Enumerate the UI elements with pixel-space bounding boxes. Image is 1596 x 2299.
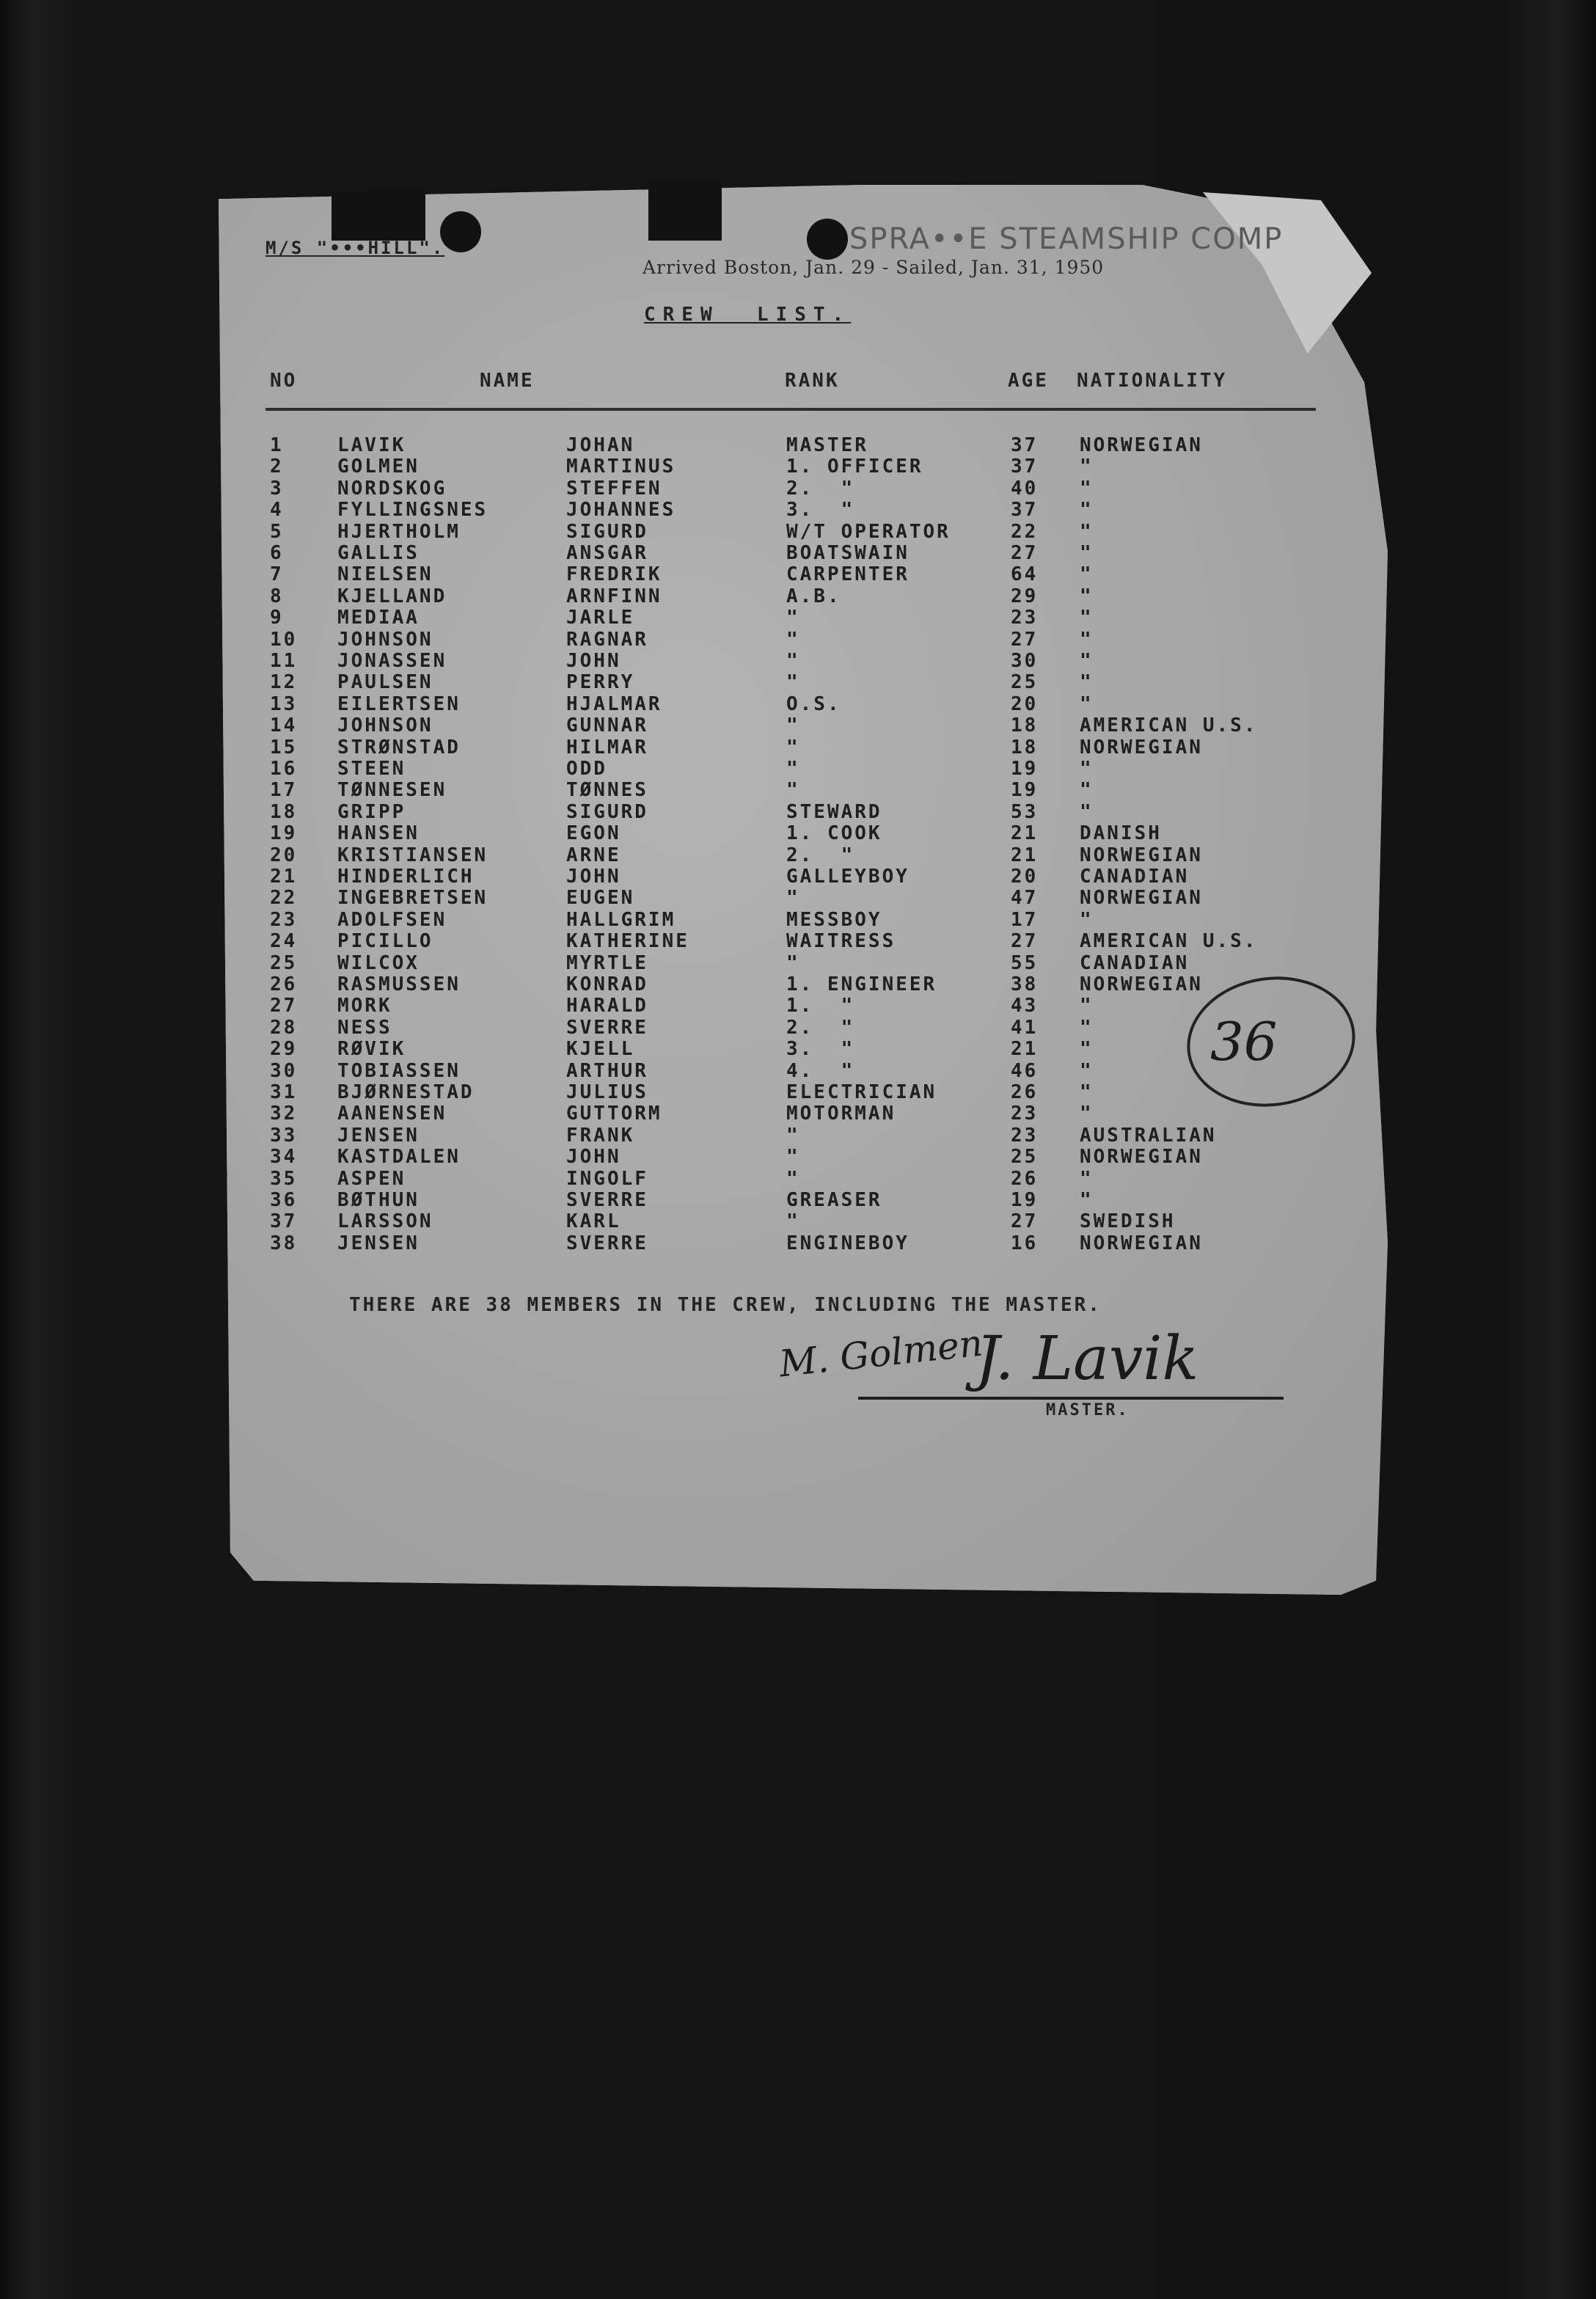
table-row	[0, 1147, 1596, 1169]
table-row	[0, 651, 1596, 673]
crew-first-name: JARLE	[566, 607, 635, 629]
crew-no: 29	[270, 1038, 298, 1061]
crew-surname: RASMUSSEN	[337, 973, 461, 995]
crew-surname: FYLLINGSNES	[337, 499, 488, 522]
crew-first-name: JOHANNES	[566, 499, 676, 522]
crew-age: 53	[1011, 800, 1039, 823]
crew-age: 55	[1011, 951, 1039, 974]
crew-rank: "	[786, 887, 800, 910]
crew-nationality: "	[1080, 692, 1094, 715]
table-row	[0, 888, 1596, 910]
crew-age: 37	[1011, 434, 1039, 456]
crew-first-name: FRANK	[566, 1124, 635, 1147]
crew-surname: NORDSKOG	[337, 477, 447, 500]
crew-no: 13	[270, 692, 298, 715]
crew-no: 18	[270, 800, 298, 823]
crew-surname: BØTHUN	[337, 1189, 420, 1211]
crew-nationality: "	[1080, 477, 1094, 500]
crew-no: 20	[270, 844, 298, 866]
company-stamp: SPRA••E STEAMSHIP COMP	[849, 222, 1284, 256]
crew-nationality: CANADIAN	[1080, 866, 1190, 888]
crew-rank: MESSBOY	[786, 908, 882, 931]
crew-nationality: NORWEGIAN	[1080, 1232, 1203, 1254]
table-row	[0, 608, 1596, 629]
crew-rank: CARPENTER	[786, 563, 909, 586]
crew-rank: WAITRESS	[786, 930, 896, 953]
vessel-name: M/S "•••HILL".	[266, 238, 445, 258]
crew-no: 6	[270, 542, 284, 564]
crew-no: 10	[270, 628, 298, 651]
crew-surname: BJØRNESTAD	[337, 1081, 475, 1103]
crew-surname: GOLMEN	[337, 456, 420, 478]
crew-rank: STEWARD	[786, 800, 882, 823]
table-row	[0, 975, 1596, 996]
crew-nationality: "	[1080, 1016, 1094, 1039]
crew-rank: 3. "	[786, 499, 855, 522]
crew-nationality: "	[1080, 563, 1094, 586]
crew-first-name: HJALMAR	[566, 692, 662, 715]
crew-age: 23	[1011, 1103, 1039, 1125]
crew-rank: 2. "	[786, 844, 855, 866]
crew-no: 35	[270, 1167, 298, 1190]
crew-surname: MEDIAA	[337, 607, 420, 629]
crew-surname: JOHNSON	[337, 628, 433, 651]
crew-age: 64	[1011, 563, 1039, 586]
crew-nationality: "	[1080, 607, 1094, 629]
crew-rank: 1. COOK	[786, 822, 882, 845]
crew-age: 46	[1011, 1059, 1039, 1082]
crew-no: 4	[270, 499, 284, 522]
crew-first-name: EUGEN	[566, 887, 635, 910]
crew-nationality: "	[1080, 520, 1094, 543]
table-row	[0, 1212, 1596, 1233]
table-row	[0, 867, 1596, 888]
crew-nationality: "	[1080, 1167, 1094, 1190]
crew-rank: 1. "	[786, 995, 855, 1017]
table-row	[0, 1234, 1596, 1255]
crew-first-name: KJELL	[566, 1038, 635, 1061]
crew-no: 11	[270, 650, 298, 672]
redaction-block-left	[332, 189, 425, 241]
crew-rank: GALLEYBOY	[786, 866, 909, 888]
crew-no: 28	[270, 1016, 298, 1039]
crew-surname: ASPEN	[337, 1167, 406, 1190]
crew-surname: WILCOX	[337, 951, 420, 974]
circled-number: 36	[1210, 1011, 1278, 1072]
table-row	[0, 800, 1596, 824]
crew-rank: "	[786, 951, 800, 974]
crew-first-name: EGON	[566, 822, 621, 845]
crew-first-name: JOHN	[566, 650, 621, 672]
crew-nationality: AMERICAN U.S.	[1080, 930, 1258, 953]
crew-first-name: HARALD	[566, 995, 648, 1017]
crew-no: 37	[270, 1210, 298, 1233]
crew-age: 26	[1011, 1167, 1039, 1190]
crew-age: 43	[1011, 995, 1039, 1017]
crew-nationality: "	[1080, 1189, 1094, 1211]
crew-rank: "	[786, 671, 800, 694]
crew-first-name: SVERRE	[566, 1016, 648, 1039]
crew-surname: MORK	[337, 995, 392, 1017]
signature-title: MASTER.	[1046, 1401, 1130, 1419]
crew-first-name: TØNNES	[566, 779, 648, 802]
signature-lavik: J. Lavik	[975, 1324, 1199, 1394]
crew-no: 19	[270, 822, 298, 845]
crew-surname: TOBIASSEN	[337, 1059, 461, 1082]
crew-no: 32	[270, 1103, 298, 1125]
crew-first-name: MARTINUS	[566, 456, 676, 478]
crew-rank: "	[786, 607, 800, 629]
crew-no: 21	[270, 866, 298, 888]
crew-first-name: JOHN	[566, 866, 621, 888]
table-row	[0, 1083, 1596, 1104]
column-header-age: AGE	[1008, 370, 1049, 392]
crew-no: 2	[270, 456, 284, 478]
crew-age: 30	[1011, 650, 1039, 672]
redaction-block-center	[648, 180, 722, 241]
crew-rank: 2. "	[786, 477, 855, 500]
crew-nationality: "	[1080, 758, 1094, 780]
column-header-rank: RANK	[785, 370, 840, 392]
crew-surname: KRISTIANSEN	[337, 844, 488, 866]
crew-nationality: "	[1080, 1038, 1094, 1061]
table-row	[0, 457, 1596, 478]
crew-surname: LAVIK	[337, 434, 406, 456]
crew-age: 40	[1011, 477, 1039, 500]
crew-no: 14	[270, 714, 298, 737]
crew-no: 7	[270, 563, 284, 586]
crew-age: 25	[1011, 1146, 1039, 1169]
crew-rank: MOTORMAN	[786, 1103, 896, 1125]
table-row	[0, 522, 1596, 544]
table-row	[0, 996, 1596, 1017]
crew-surname: GRIPP	[337, 800, 406, 823]
crew-rank: "	[786, 1210, 800, 1233]
crew-surname: STEEN	[337, 758, 406, 780]
crew-nationality: "	[1080, 650, 1094, 672]
table-row	[0, 1191, 1596, 1212]
crew-first-name: FREDRIK	[566, 563, 662, 586]
crew-first-name: ARNFINN	[566, 585, 662, 607]
crew-age: 18	[1011, 714, 1039, 737]
crew-rank: "	[786, 1124, 800, 1147]
crew-age: 47	[1011, 887, 1039, 910]
crew-age: 21	[1011, 844, 1039, 866]
crew-no: 34	[270, 1146, 298, 1169]
crew-surname: JENSEN	[337, 1232, 420, 1254]
crew-no: 5	[270, 520, 284, 543]
crew-surname: ADOLFSEN	[337, 908, 447, 931]
crew-rank: 3. "	[786, 1038, 855, 1061]
table-row	[0, 1169, 1596, 1191]
crew-no: 17	[270, 779, 298, 802]
table-row	[0, 630, 1596, 651]
table-row	[0, 436, 1596, 457]
crew-age: 29	[1011, 585, 1039, 607]
table-row	[0, 781, 1596, 802]
crew-nationality: "	[1080, 628, 1094, 651]
table-row	[0, 1061, 1596, 1083]
crew-first-name: KATHERINE	[566, 930, 689, 953]
table-row	[0, 846, 1596, 867]
column-header-nationality: NATIONALITY	[1077, 370, 1228, 392]
crew-first-name: SVERRE	[566, 1189, 648, 1211]
crew-no: 9	[270, 607, 284, 629]
crew-rank: "	[786, 628, 800, 651]
crew-nationality: CANADIAN	[1080, 951, 1190, 974]
table-row	[0, 716, 1596, 737]
crew-no: 3	[270, 477, 284, 500]
crew-surname: GALLIS	[337, 542, 420, 564]
crew-first-name: PERRY	[566, 671, 635, 694]
crew-no: 8	[270, 585, 284, 607]
crew-surname: KJELLAND	[337, 585, 447, 607]
crew-surname: INGEBRETSEN	[337, 887, 488, 910]
crew-no: 22	[270, 887, 298, 910]
crew-surname: LARSSON	[337, 1210, 433, 1233]
crew-age: 26	[1011, 1081, 1039, 1103]
crew-first-name: GUNNAR	[566, 714, 648, 737]
crew-no: 15	[270, 736, 298, 759]
crew-nationality: DANISH	[1080, 822, 1162, 845]
column-header-no: NO	[270, 370, 298, 392]
crew-rank: "	[786, 758, 800, 780]
crew-age: 16	[1011, 1232, 1039, 1254]
crew-nationality: "	[1080, 585, 1094, 607]
crew-first-name: JOHN	[566, 1146, 621, 1169]
crew-no: 33	[270, 1124, 298, 1147]
crew-rank: "	[786, 736, 800, 759]
crew-nationality: "	[1080, 800, 1094, 823]
crew-no: 25	[270, 951, 298, 974]
crew-first-name: JOHAN	[566, 434, 635, 456]
table-row	[0, 932, 1596, 953]
table-row	[0, 910, 1596, 932]
crew-rank: 2. "	[786, 1016, 855, 1039]
crew-rank: 4. "	[786, 1059, 855, 1082]
signature-golmen: M. Golmen	[777, 1321, 985, 1386]
crew-first-name: SIGURD	[566, 800, 648, 823]
crew-first-name: KARL	[566, 1210, 621, 1233]
crew-first-name: GUTTORM	[566, 1103, 662, 1125]
crew-age: 17	[1011, 908, 1039, 931]
crew-surname: EILERTSEN	[337, 692, 461, 715]
crew-surname: PICILLO	[337, 930, 433, 953]
crew-rank: "	[786, 650, 800, 672]
crew-age: 37	[1011, 456, 1039, 478]
crew-summary: THERE ARE 38 MEMBERS IN THE CREW, INCLUDING THE MASTER.	[349, 1294, 1102, 1316]
crew-rank: "	[786, 1146, 800, 1169]
crew-nationality: "	[1080, 1059, 1094, 1082]
crew-nationality: "	[1080, 1081, 1094, 1103]
crew-age: 27	[1011, 1210, 1039, 1233]
crew-first-name: ARTHUR	[566, 1059, 648, 1082]
crew-rank: "	[786, 1167, 800, 1190]
crew-first-name: SVERRE	[566, 1232, 648, 1254]
crew-nationality: "	[1080, 995, 1094, 1017]
crew-surname: HANSEN	[337, 822, 420, 845]
crew-no: 38	[270, 1232, 298, 1254]
crew-rank: MASTER	[786, 434, 868, 456]
column-header-name: NAME	[480, 370, 535, 392]
crew-no: 24	[270, 930, 298, 953]
crew-nationality: "	[1080, 671, 1094, 694]
crew-nationality: "	[1080, 499, 1094, 522]
crew-nationality: "	[1080, 1103, 1094, 1125]
crew-no: 36	[270, 1189, 298, 1211]
punch-hole-left	[440, 211, 481, 252]
crew-first-name: ANSGAR	[566, 542, 648, 564]
table-row	[0, 673, 1596, 694]
crew-nationality: NORWEGIAN	[1080, 887, 1203, 910]
crew-rank: 1. ENGINEER	[786, 973, 937, 995]
crew-age: 23	[1011, 1124, 1039, 1147]
table-row	[0, 692, 1596, 716]
crew-surname: TØNNESEN	[337, 779, 447, 802]
crew-first-name: HALLGRIM	[566, 908, 676, 931]
crew-nationality: NORWEGIAN	[1080, 434, 1203, 456]
crew-nationality: "	[1080, 779, 1094, 802]
crew-no: 16	[270, 758, 298, 780]
crew-rank: GREASER	[786, 1189, 882, 1211]
table-row	[0, 1039, 1596, 1061]
crew-first-name: HILMAR	[566, 736, 648, 759]
table-row	[0, 565, 1596, 586]
crew-first-name: INGOLF	[566, 1167, 648, 1190]
table-row	[0, 587, 1596, 608]
crew-age: 20	[1011, 692, 1039, 715]
crew-surname: RØVIK	[337, 1038, 406, 1061]
crew-age: 27	[1011, 930, 1039, 953]
crew-first-name: JULIUS	[566, 1081, 648, 1103]
crew-rank: 1. OFFICER	[786, 456, 923, 478]
crew-first-name: KONRAD	[566, 973, 648, 995]
crew-nationality: AUSTRALIAN	[1080, 1124, 1217, 1147]
crew-rank: ELECTRICIAN	[786, 1081, 937, 1103]
crew-age: 20	[1011, 866, 1039, 888]
voyage-dates: Arrived Boston, Jan. 29 - Sailed, Jan. 31, 1950	[643, 257, 1105, 278]
crew-first-name: STEFFEN	[566, 477, 662, 500]
crew-no: 27	[270, 995, 298, 1017]
crew-surname: HJERTHOLM	[337, 520, 461, 543]
crew-age: 41	[1011, 1016, 1039, 1039]
table-row	[0, 824, 1596, 845]
crew-nationality: "	[1080, 456, 1094, 478]
crew-surname: NIELSEN	[337, 563, 433, 586]
crew-age: 25	[1011, 671, 1039, 694]
table-row	[0, 1126, 1596, 1147]
crew-age: 21	[1011, 822, 1039, 845]
crew-surname: JONASSEN	[337, 650, 447, 672]
crew-surname: HINDERLICH	[337, 866, 475, 888]
signature-line	[858, 1397, 1284, 1400]
table-row	[0, 951, 1596, 975]
crew-nationality: NORWEGIAN	[1080, 973, 1203, 995]
crew-no: 23	[270, 908, 298, 931]
crew-first-name: SIGURD	[566, 520, 648, 543]
crew-rank: "	[786, 779, 800, 802]
crew-no: 12	[270, 671, 298, 694]
crew-no: 31	[270, 1081, 298, 1103]
crew-first-name: ODD	[566, 758, 607, 780]
crew-nationality: AMERICAN U.S.	[1080, 714, 1258, 737]
crew-surname: KASTDALEN	[337, 1146, 461, 1169]
crew-surname: JOHNSON	[337, 714, 433, 737]
crew-surname: NESS	[337, 1016, 392, 1039]
crew-age: 19	[1011, 758, 1039, 780]
table-row	[0, 1018, 1596, 1039]
crew-rank: O.S.	[786, 692, 841, 715]
crew-nationality: NORWEGIAN	[1080, 844, 1203, 866]
crew-first-name: MYRTLE	[566, 951, 648, 974]
crew-nationality: "	[1080, 542, 1094, 564]
crew-surname: STRØNSTAD	[337, 736, 461, 759]
header-rule	[266, 408, 1316, 411]
crew-rank: BOATSWAIN	[786, 542, 909, 564]
crew-surname: AANENSEN	[337, 1103, 447, 1125]
crew-no: 30	[270, 1059, 298, 1082]
crew-age: 27	[1011, 542, 1039, 564]
table-row	[0, 1104, 1596, 1125]
table-row	[0, 544, 1596, 565]
crew-rank: "	[786, 714, 800, 737]
crew-surname: JENSEN	[337, 1124, 420, 1147]
crew-nationality: "	[1080, 908, 1094, 931]
crew-no: 26	[270, 973, 298, 995]
crew-age: 23	[1011, 607, 1039, 629]
crew-first-name: ARNE	[566, 844, 621, 866]
crew-age: 38	[1011, 973, 1039, 995]
crew-nationality: NORWEGIAN	[1080, 1146, 1203, 1169]
crew-rank: ENGINEBOY	[786, 1232, 909, 1254]
document-title: CREW LIST.	[644, 304, 852, 326]
crew-first-name: RAGNAR	[566, 628, 648, 651]
crew-age: 21	[1011, 1038, 1039, 1061]
table-row	[0, 738, 1596, 759]
crew-age: 19	[1011, 1189, 1039, 1211]
crew-rank: W/T OPERATOR	[786, 520, 951, 543]
table-row	[0, 500, 1596, 522]
table-row	[0, 479, 1596, 500]
punch-hole-right	[807, 219, 848, 260]
crew-age: 27	[1011, 628, 1039, 651]
crew-nationality: NORWEGIAN	[1080, 736, 1203, 759]
crew-age: 22	[1011, 520, 1039, 543]
crew-nationality: SWEDISH	[1080, 1210, 1176, 1233]
crew-rank: A.B.	[786, 585, 841, 607]
table-row	[0, 759, 1596, 781]
crew-age: 37	[1011, 499, 1039, 522]
crew-surname: PAULSEN	[337, 671, 433, 694]
crew-age: 18	[1011, 736, 1039, 759]
crew-age: 19	[1011, 779, 1039, 802]
crew-no: 1	[270, 434, 284, 456]
